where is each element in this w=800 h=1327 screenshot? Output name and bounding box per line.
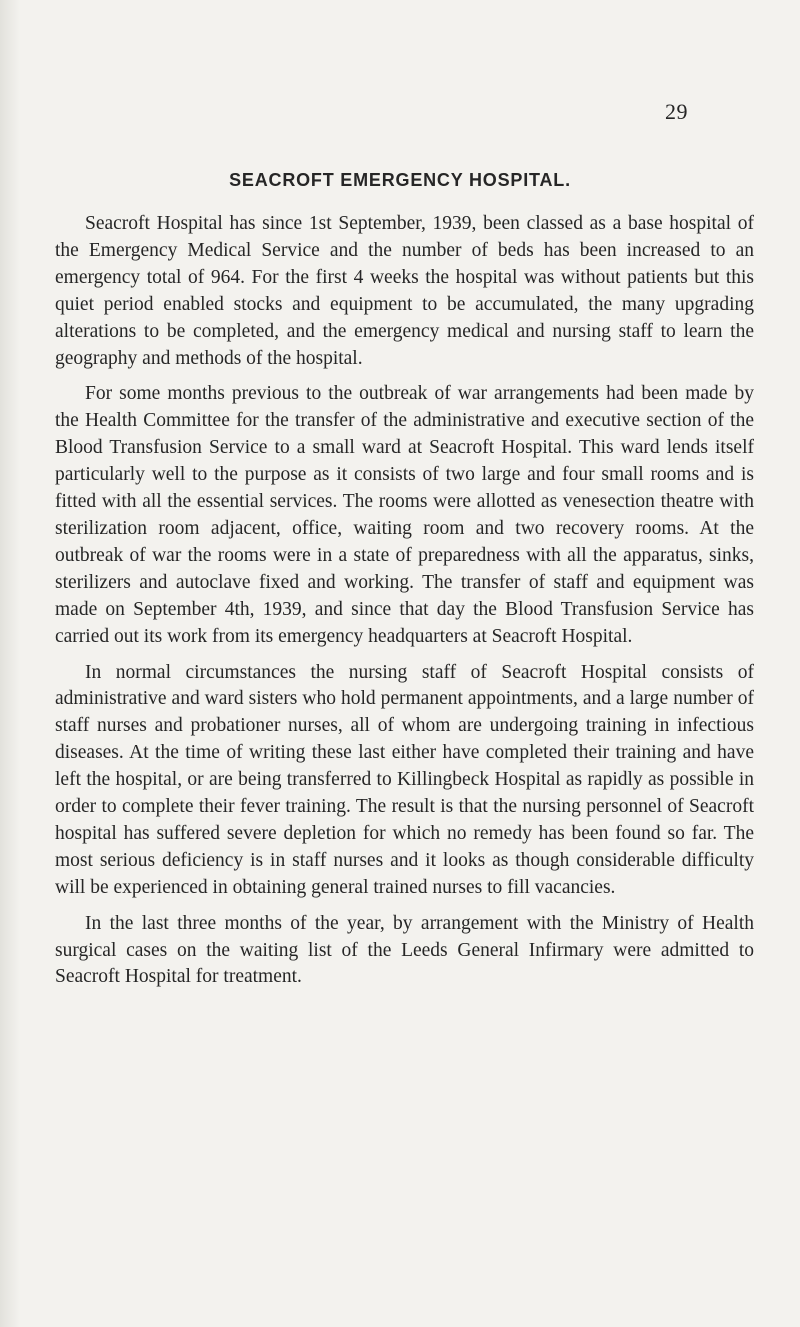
paragraph-4: In the last three months of the year, by arrangement with the Ministry of Health surgical cases on the waiting list of the Leeds General Infirmary were admitted to Seacroft Hospital for treatment. <box>55 912 754 988</box>
page-number: 29 <box>665 99 688 124</box>
body-text <box>55 211 754 1000</box>
paragraph-3: In normal circumstances the nursing staff of Seacroft Hospital consists of administrative and ward sisters who hold permanent appointments, and a large number of staff nurses and probationer nurses, all of whom are undergoing training in infectious diseases. At the time of writing these last either have completed their training and have left the hospital, or are being transferred to Killingbeck Hospital as rapidly as possible in order to complete their fever training. The result is that the nursing personnel of Seacroft hospital has suffered severe depletion for which no remedy has been found so far. The most serious deficiency is in staff nurses and it looks as though considerable difficulty will be experienced in obtaining general trained nurses to fill vacancies. <box>55 661 754 898</box>
paragraph-2: For some months previous to the outbreak of war arrangements had been made by the Health Committee for the transfer of the administrative and executive section of the Blood Transfusion Service to a small ward at Seacroft Hospital. This ward lends itself particularly well to the purpose as it consists of two large and four small rooms and is fitted with all the essential services. The rooms were allotted as venesection theatre with sterilization room adjacent, office, waiting room and two recovery rooms. At the outbreak of war the rooms were in a state of preparedness with all the apparatus, sinks, sterilizers and autoclave fixed and working. The transfer of staff and equipment was made on September 4th, 1939, and since that day the Blood Transfusion Service has carried out its work from its emergency headquarters at Seacroft Hospital. <box>55 383 754 647</box>
paragraph-1: Seacroft Hospital has since 1st September, 1939, been classed as a base hospital of the Emergency Medical Service and the number of beds has been increased to an emergency total of 964. For the first 4 weeks the hospital was without patients but this quiet period enabled stocks and equipment to be accumulated, the many upgrading alterations to be completed, and the emergency medical and nursing staff to learn the geography and methods of the hospital. <box>55 213 754 369</box>
page-title: SEACROFT EMERGENCY HOSPITAL. <box>229 170 571 190</box>
page-edge-shadow <box>0 0 20 1327</box>
